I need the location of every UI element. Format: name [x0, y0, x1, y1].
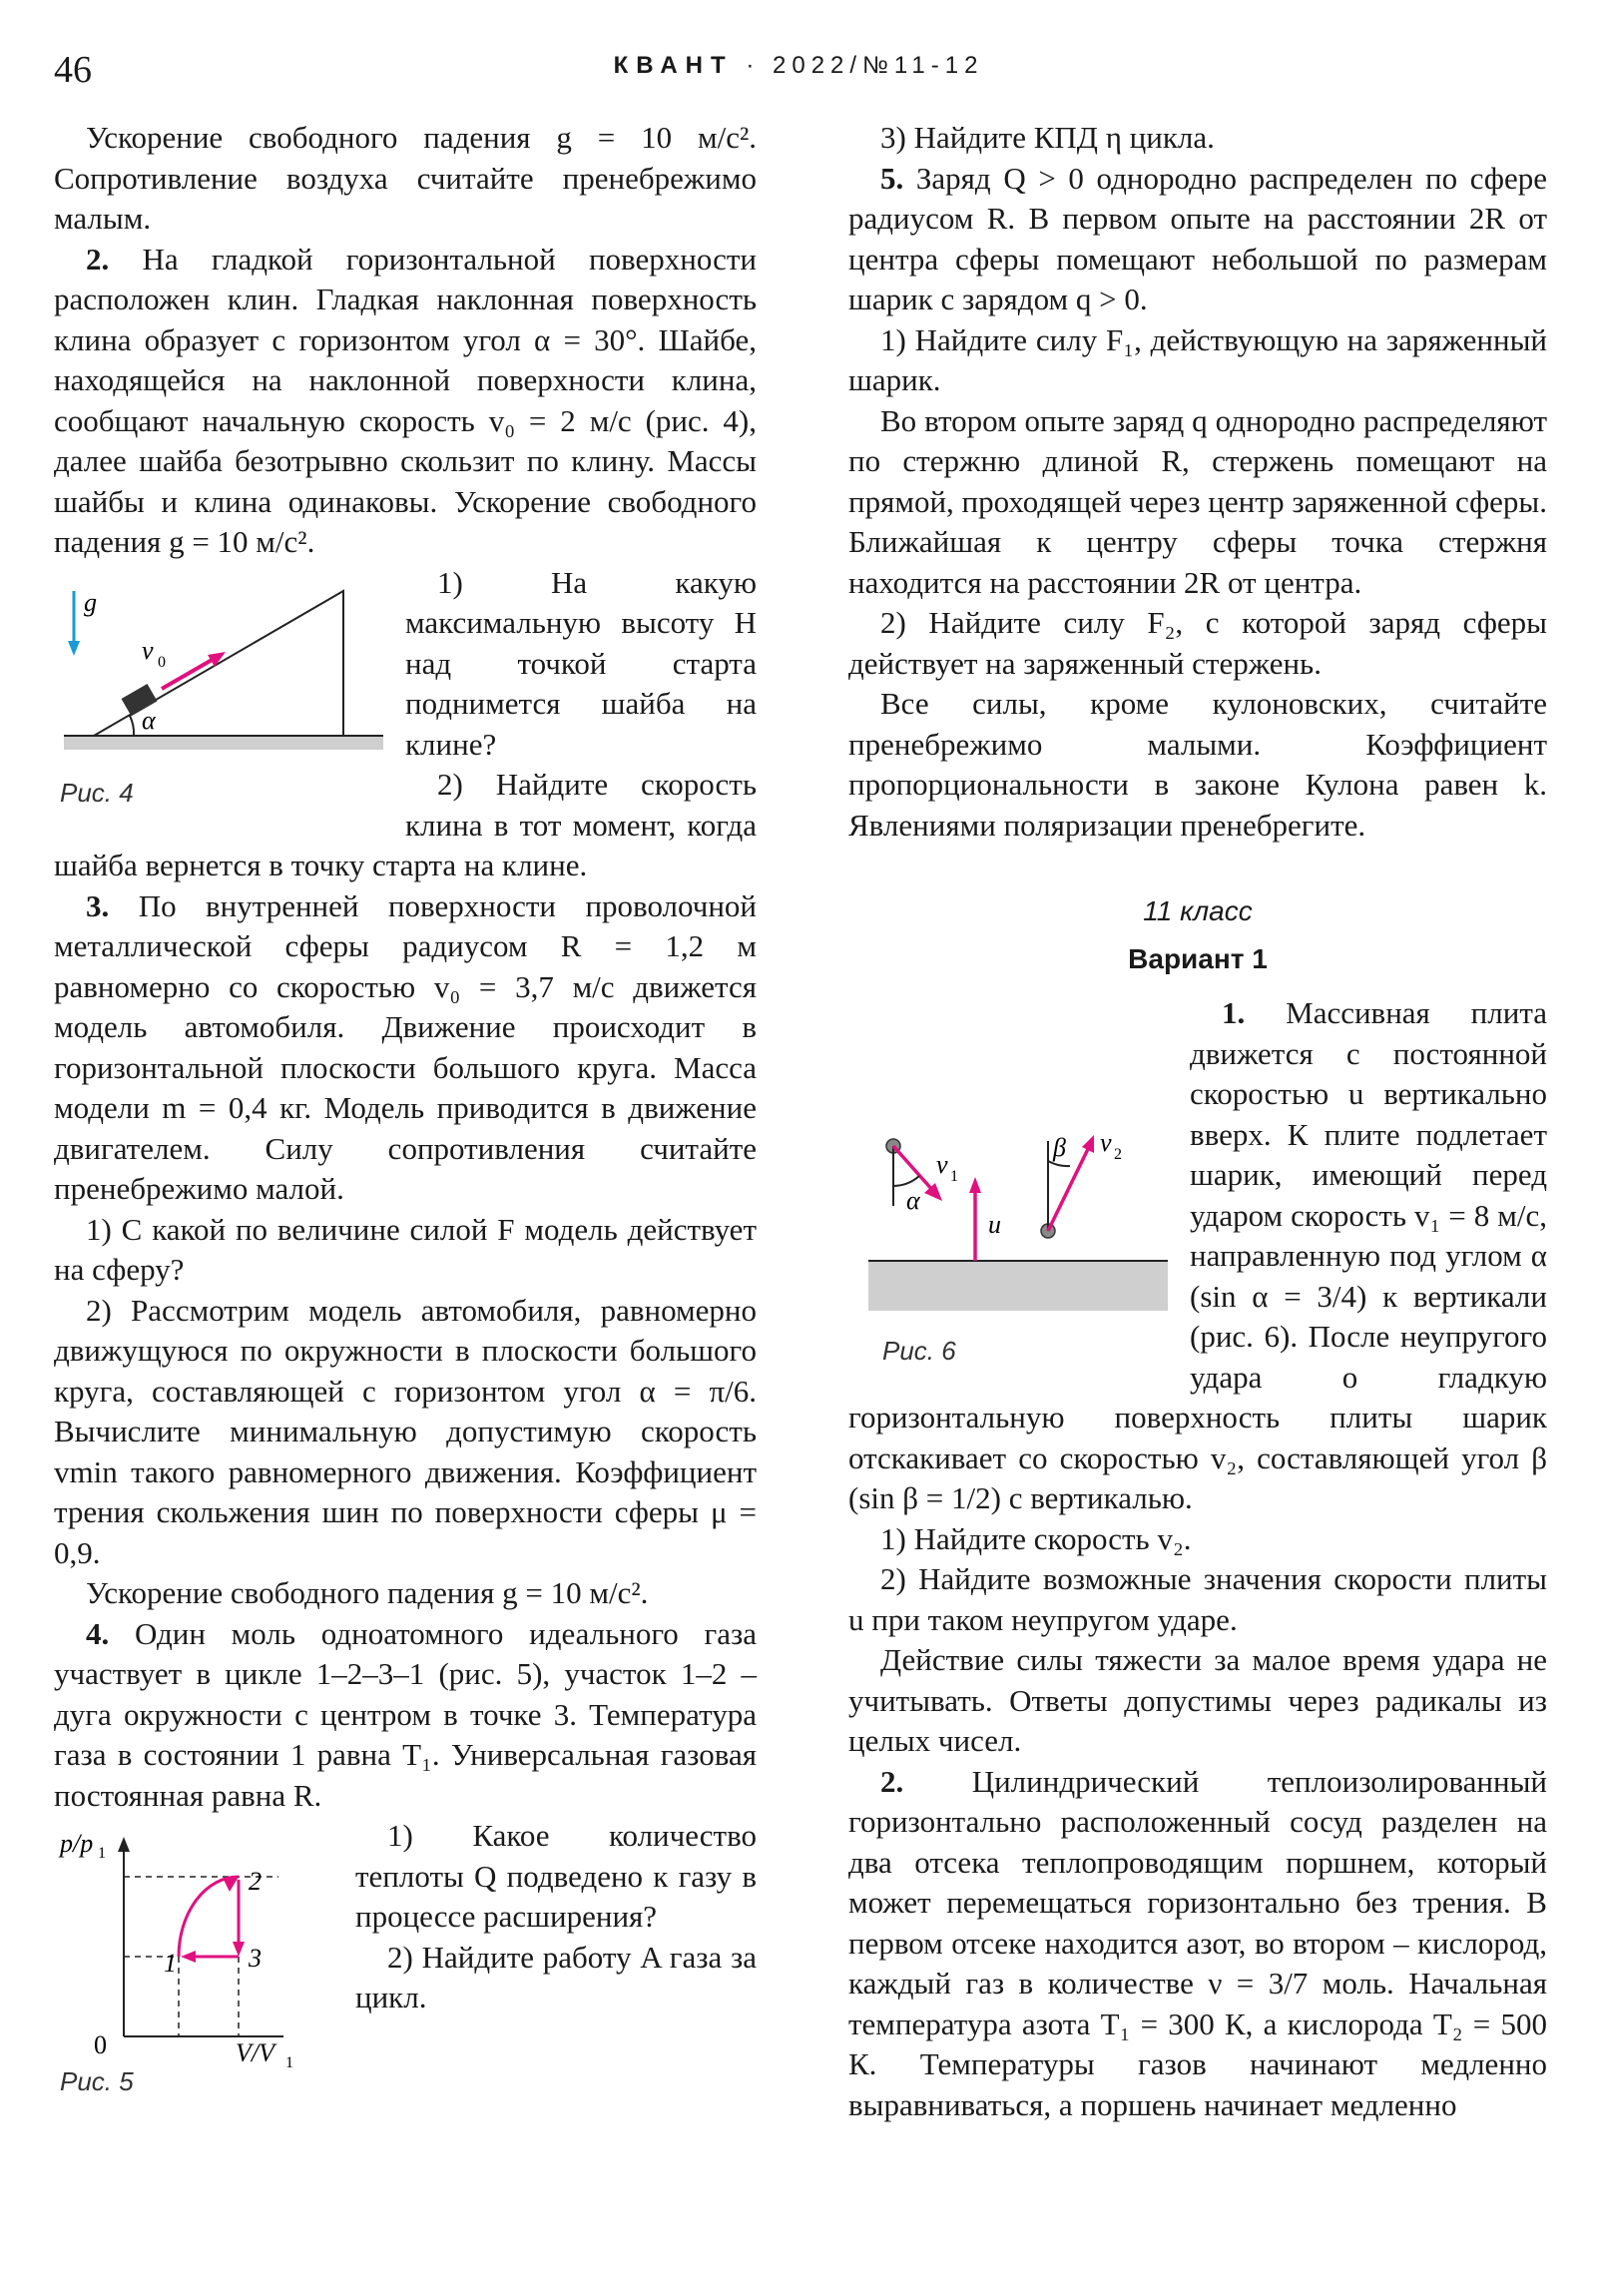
v1-label: v	[936, 1150, 948, 1179]
problem2-text: На гладкой горизонтальной поверхности расположен клин. Гладкая наклонная поверхность клина образует с горизонтом угол α = 30°. Шайбе, находящейся на наклонной поверхности клина, сообщают начальную скорость v₀ = 2 м/с (рис. 4), далее шайба безотрывно скользит по клину. Массы шайбы и клина одинаковы. Ускорение свободного падения g = 10 м/с².	[54, 241, 758, 559]
journal-title: КВАНТ	[613, 52, 734, 79]
u-label: u	[988, 1210, 1001, 1239]
figure-4-caption: Рис. 4	[60, 777, 134, 808]
point-3-label: 3	[249, 1944, 262, 1973]
problem2-number: 2.	[86, 241, 110, 277]
page-header	[54, 44, 1543, 94]
problem3-gravity: Ускорение свободного падения g = 10 м/с².	[86, 1575, 649, 1610]
problem4-question2: 2) Найдите работу A газа за цикл.	[355, 1939, 757, 2014]
angle-arc	[130, 716, 134, 736]
v0-label: v	[142, 635, 154, 665]
problem3-question2: 2) Рассмотрим модель автомобиля, равномерно движущуюся по окружности в плоскости большого круга, составляющей с горизонтом угол α = π/6. Вычислите минимальную допустимую скорость vmin такого равномерного движения. Коэффициент трения скольжения шин по поверхности сферы μ = 0,9.	[54, 1292, 757, 1570]
gravity-arrowhead	[68, 641, 80, 656]
v1-subscript: 1	[950, 1168, 958, 1185]
figure-5-diagram	[54, 1822, 343, 2071]
problem1-tail: Ускорение свободного падения g = 10 м/с². Сопротивление воздуха считайте пренебрежимо малым.	[54, 120, 757, 236]
alpha-label: α	[142, 705, 156, 735]
grade-section-title: 11 класс	[1143, 895, 1253, 926]
velocity-v0-arrow	[162, 659, 214, 689]
grade11-problem2-text: Цилиндрический теплоизолированный горизонтально расположенный сосуд разделен на два отсека теплопроводящим поршнем, который может перемещаться горизонтально без трения. В первом отсеке находится азот, во втором – кислород, каждый газ в количестве ν = 3/7 моль. Начальная температура азота T₁ = 300 К, а кислорода T₂ = 500 К. Температуры газов начинают медленно выравниваться, а поршень начинает медленно	[848, 1763, 1547, 2122]
g-label: g	[84, 587, 97, 617]
u-arrowhead	[969, 1177, 981, 1193]
line-3-1-arrowhead	[181, 1951, 196, 1963]
v1-arrow	[893, 1146, 933, 1191]
grade11-problem1-question2: 2) Найдите возможные значения скорости плиты u при таком неупругом ударе.	[848, 1561, 1547, 1637]
problem2-statement	[54, 240, 757, 563]
plate	[868, 1261, 1168, 1311]
point-1-label: 1	[164, 1949, 177, 1978]
figure-5-caption: Рис. 5	[60, 2066, 134, 2096]
problem4-number: 4.	[86, 1615, 110, 1651]
issue-number: 2022/№11-12	[773, 52, 984, 79]
origin-label: 0	[94, 2030, 107, 2059]
y-axis-label: p/p	[60, 1829, 94, 1858]
problem5-statement	[848, 159, 1547, 320]
problem5-text: Заряд Q > 0 однородно распределен по сфере радиусом R. В первом опыте на расстоянии 2R от центра сферы помещают небольшой по размерам шарик с зарядом q > 0.	[848, 160, 1547, 316]
page-number: 46	[54, 49, 92, 91]
problem2-question1: 1) На какую максимальную высоту H над точкой старта поднимется шайба на клине?	[405, 564, 757, 762]
v2-subscript: 2	[1114, 1146, 1122, 1163]
problem5-notes: Все силы, кроме кулоновских, считайте пренебрежимо малыми. Коэффициент пропорциональности в законе Кулона равен k. Явлениями поляризации пренебрегите.	[848, 686, 1547, 843]
line-2-3-arrowhead	[233, 1942, 245, 1957]
figure-4-diagram	[54, 571, 393, 781]
alpha-label: α	[906, 1186, 920, 1215]
problem4-text: Один моль одноатомного идеального газа участвует в цикле 1–2–3–1 (рис. 5), участок 1–2 – дуга окружности с центром в точке 3. Температура газа в состоянии 1 равна T₁. Универсальная газовая постоянная равна R.	[54, 1615, 757, 1813]
problem4-question1: 1) Какое количество теплоты Q подведено к газу в процессе расширения?	[355, 1818, 757, 1934]
y-axis-subscript: 1	[98, 1845, 106, 1862]
figure-5	[54, 1822, 343, 2096]
problem3-statement	[54, 886, 757, 1210]
running-head	[54, 52, 1543, 80]
figure-6-diagram	[848, 1111, 1178, 1331]
variant-title: Вариант 1	[1128, 943, 1268, 974]
problem5-experiment2: Во втором опыте заряд q однородно распределяют по стержню длиной R, стержень помещают на прямой, проходящей через центр заряженной сферы. Ближайшая к центру сферы точка стержня находится на расстоянии 2R от центра.	[848, 402, 1548, 600]
problem4-question3: 3) Найдите КПД η цикла.	[880, 120, 1215, 155]
problem3-text: По внутренней поверхности проволочной металлической сферы радиусом R = 1,2 м равномерно со скоростью v₀ = 3,7 м/с движется модель автомобиля. Движение происходит в горизонтальной плоскости большого круга. Масса модели m = 0,4 кг. Модель приводится в движение двигателем. Силу сопротивления считайте пренебрежимо малой.	[54, 887, 757, 1206]
x-axis-label: V/V	[236, 2038, 274, 2067]
header-separator: ·	[746, 52, 761, 79]
problem3-number: 3.	[86, 887, 110, 923]
problem5-number: 5.	[880, 160, 904, 196]
grade11-problem1-question1: 1) Найдите скорость v₂.	[880, 1520, 1192, 1556]
x-axis-subscript: 1	[285, 2054, 293, 2071]
problem5-question1: 1) Найдите силу F₁, действующую на заряженный шарик.	[848, 321, 1547, 397]
problem2-question2: 2) Найдите скорость клина в тот момент, когда шайба вернется в точку старта на клине.	[54, 767, 757, 882]
v0-subscript: 0	[158, 653, 166, 671]
grade11-problem2-statement	[848, 1762, 1547, 2126]
problem5-question2: 2) Найдите силу F₂, с которой заряд сферы действует на заряженный стержень.	[848, 605, 1547, 681]
beta-label: β	[1053, 1133, 1066, 1162]
grade11-problem1-notes: Действие силы тяжести за малое время удара не учитывать. Ответы допустимы через радикалы из целых чисел.	[848, 1642, 1547, 1758]
figure-4	[54, 571, 393, 811]
left-column	[54, 118, 758, 2096]
grade11-problem1-number: 1.	[1222, 995, 1246, 1030]
alpha-arc	[893, 1176, 919, 1186]
problem4-statement-start	[54, 1614, 757, 1817]
point-2-label: 2	[249, 1867, 262, 1896]
grade11-problem2-number: 2.	[880, 1763, 904, 1799]
figure-6-caption: Рис. 6	[882, 1336, 956, 1366]
y-axis-arrowhead	[118, 1837, 130, 1852]
ground-surface	[64, 736, 383, 750]
grade11-problem1-text: Массивная плита движется с постоянной скоростью u вертикально вверх. К плите подлетает шарик, имеющий перед ударом скорость v₁ = 8 м/с, направленную под углом α (sin α = 3/4) к вертикали (рис. 6). После неупругого удара о гладкую горизонтальную поверхность плиты шарик отскакивает со скоростью v₂, составляющей угол β (sin β = 1/2) с вертикалью.	[848, 995, 1548, 1515]
problem3-question1: 1) С какой по величине силой F модель действует на сферу?	[54, 1211, 757, 1287]
figure-6	[848, 1111, 1178, 1366]
right-column	[848, 118, 1547, 2125]
v2-label: v	[1100, 1128, 1112, 1157]
